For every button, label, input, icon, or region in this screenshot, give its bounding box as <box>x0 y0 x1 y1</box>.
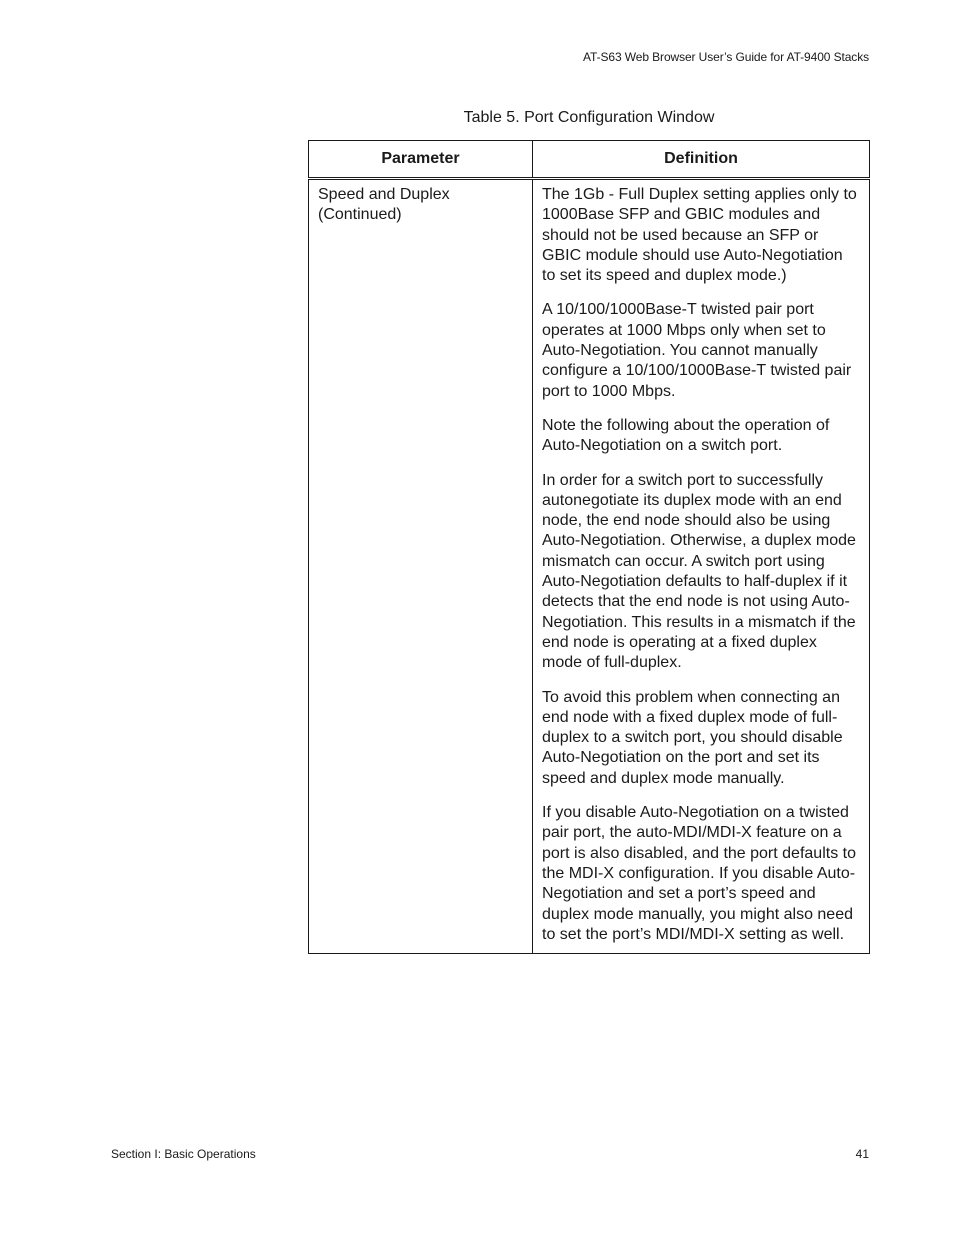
table-caption: Table 5. Port Configuration Window <box>463 109 715 126</box>
page-number: 41 <box>855 1147 869 1161</box>
parameter-name: Speed and Duplex <box>318 186 450 203</box>
table-row <box>309 179 870 954</box>
table-header-row <box>309 141 870 179</box>
footer-section: Section I: Basic Operations <box>111 1147 256 1161</box>
definition-cell <box>533 179 870 954</box>
column-header-definition: Definition <box>533 141 870 179</box>
column-header-parameter: Parameter <box>309 141 533 179</box>
definition-paragraph: In order for a switch port to successfully autonegotiate its duplex mode with an end node, the end node should also be using Auto-Negotiation. Otherwise, a duplex mode mismatch can occur. A switch port using Auto-Negotiation defaults to half-duplex if it detects that the end node is not using Auto-Negotiation. This results in a mismatch if the end node is operating at a fixed duplex mode of full-duplex. <box>542 471 856 672</box>
parameter-cell <box>309 179 533 954</box>
definition-paragraph: To avoid this problem when connecting an end node with a fixed duplex mode of full-duplex to a switch port, you should disable Auto-Negotiation on the port and set its speed and duplex mode manually. <box>542 688 843 787</box>
definition-paragraph: The 1Gb - Full Duplex setting applies only to 1000Base SFP and GBIC modules and should not be used because an SFP or GBIC module should use Auto-Negotiation to set its speed and duplex mode.) <box>542 186 857 285</box>
parameter-continued-note: (Continued) <box>318 206 402 224</box>
definition-paragraph: If you disable Auto-Negotiation on a twisted pair port, the auto-MDI/MDI-X feature on a port is also disabled, and the port defaults to the MDI-X configuration. If you disable Auto-Negotiation and set a port’s speed and duplex mode manually, you might also need to set the port’s MDI/MDI-X setting as well. <box>542 804 856 943</box>
running-header: AT-S63 Web Browser User’s Guide for AT-9400 Stacks <box>582 50 869 64</box>
definition-paragraph: Note the following about the operation of Auto-Negotiation on a switch port. <box>542 416 830 455</box>
definition-paragraph: A 10/100/1000Base-T twisted pair port operates at 1000 Mbps only when set to Auto-Negotiation. You cannot manually configure a 10/100/1000Base-T twisted pair port to 1000 Mbps. <box>542 301 852 400</box>
port-configuration-table <box>308 140 870 954</box>
